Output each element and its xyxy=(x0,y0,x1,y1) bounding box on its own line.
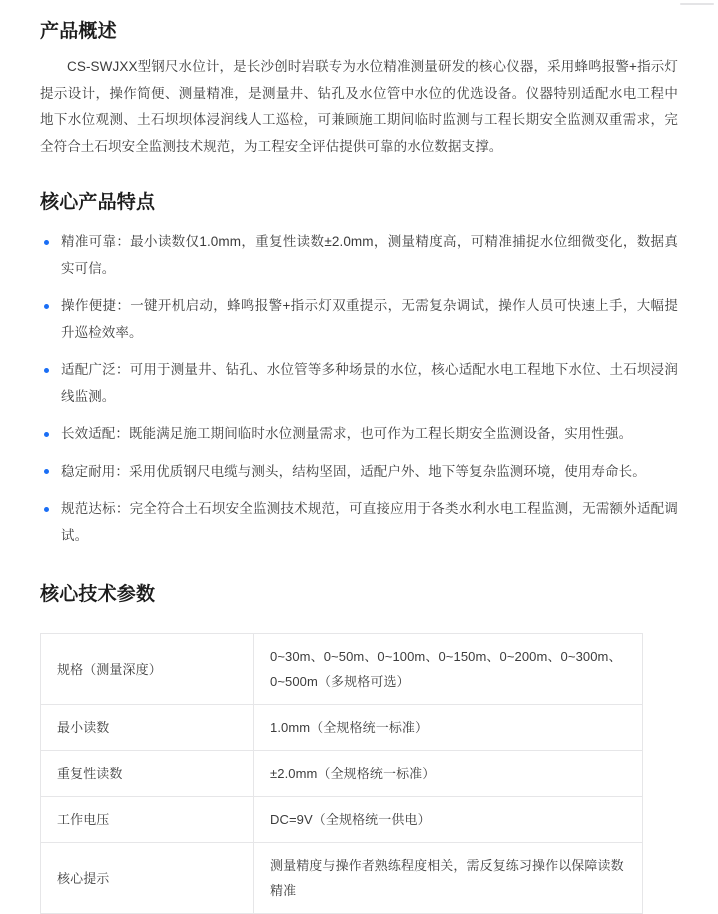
table-row xyxy=(41,634,643,705)
table-row xyxy=(41,797,643,843)
list-item-text: 精准可靠：最小读数仅1.0mm，重复性读数±2.0mm，测量精度高，可精准捕捉水位细微变化，数据真实可信。 xyxy=(61,234,678,276)
list-item-text: 操作便捷：一键开机启动，蜂鸣报警+指示灯双重提示，无需复杂调试，操作人员可快速上手，大幅提升巡检效率。 xyxy=(61,298,678,340)
specs-heading: 核心技术参数 xyxy=(40,584,156,605)
bullet-dot-icon xyxy=(44,304,49,309)
list-item-text: 稳定耐用：采用优质钢尺电缆与测头，结构坚固，适配户外、地下等复杂监测环境，使用寿命长。 xyxy=(61,463,646,479)
list-item xyxy=(40,459,678,486)
spec-label: 重复性读数 xyxy=(41,751,254,797)
table-row xyxy=(41,705,643,751)
section-core-specs xyxy=(40,549,678,914)
spec-value: 1.0mm（全规格统一标准） xyxy=(254,705,643,751)
list-item-text: 规范达标：完全符合土石坝安全监测技术规范，可直接应用于各类水利水电工程监测，无需额外适配调试。 xyxy=(61,501,678,543)
list-item xyxy=(40,421,678,448)
list-item xyxy=(40,229,678,282)
list-item xyxy=(40,357,678,410)
bullet-dot-icon xyxy=(44,432,49,437)
spec-label: 工作电压 xyxy=(41,797,254,843)
bullet-dot-icon xyxy=(44,368,49,373)
bullet-dot-icon xyxy=(44,507,49,512)
section-product-overview xyxy=(40,0,678,160)
spec-value: DC=9V（全规格统一供电） xyxy=(254,797,643,843)
overview-paragraph: CS-SWJXX型钢尺水位计，是长沙创时岩联专为水位精准测量研发的核心仪器，采用蜂鸣报警+指示灯提示设计，操作简便、测量精准，是测量井、钻孔及水位管中水位的优选设备。仪器特别适配水电工程中地下水位观测、土石坝坝体浸润线人工巡检，可兼顾施工期间临时监测与工程长期安全监测双重需求，完全符合土石坝安全监测技术规范，为工程安全评估提供可靠的水位数据支撑。 xyxy=(40,59,678,154)
spec-table xyxy=(40,633,643,914)
spec-label: 规格（测量深度） xyxy=(41,634,254,705)
spec-value: 测量精度与操作者熟练程度相关，需反复练习操作以保障读数精准 xyxy=(254,843,643,914)
bullet-dot-icon xyxy=(44,469,49,474)
list-item xyxy=(40,293,678,346)
spec-label: 核心提示 xyxy=(41,843,254,914)
list-item xyxy=(40,496,678,549)
table-row xyxy=(41,751,643,797)
section-core-features xyxy=(40,160,678,549)
spec-value: ±2.0mm（全规格统一标准） xyxy=(254,751,643,797)
bullet-dot-icon xyxy=(44,240,49,245)
spec-value: 0~30m、0~50m、0~100m、0~150m、0~200m、0~300m、0~500m（多规格可选） xyxy=(254,634,643,705)
spec-label: 最小读数 xyxy=(41,705,254,751)
top-divider-rule xyxy=(680,3,714,5)
feature-list xyxy=(40,229,678,549)
list-item-text: 长效适配：既能满足施工期间临时水位测量需求，也可作为工程长期安全监测设备，实用性强。 xyxy=(61,426,633,441)
list-item-text: 适配广泛：可用于测量井、钻孔、水位管等多种场景的水位，核心适配水电工程地下水位、土石坝浸润线监测。 xyxy=(61,362,678,404)
table-row xyxy=(41,843,643,914)
features-heading: 核心产品特点 xyxy=(40,192,156,213)
page-title: 产品概述 xyxy=(40,21,117,42)
